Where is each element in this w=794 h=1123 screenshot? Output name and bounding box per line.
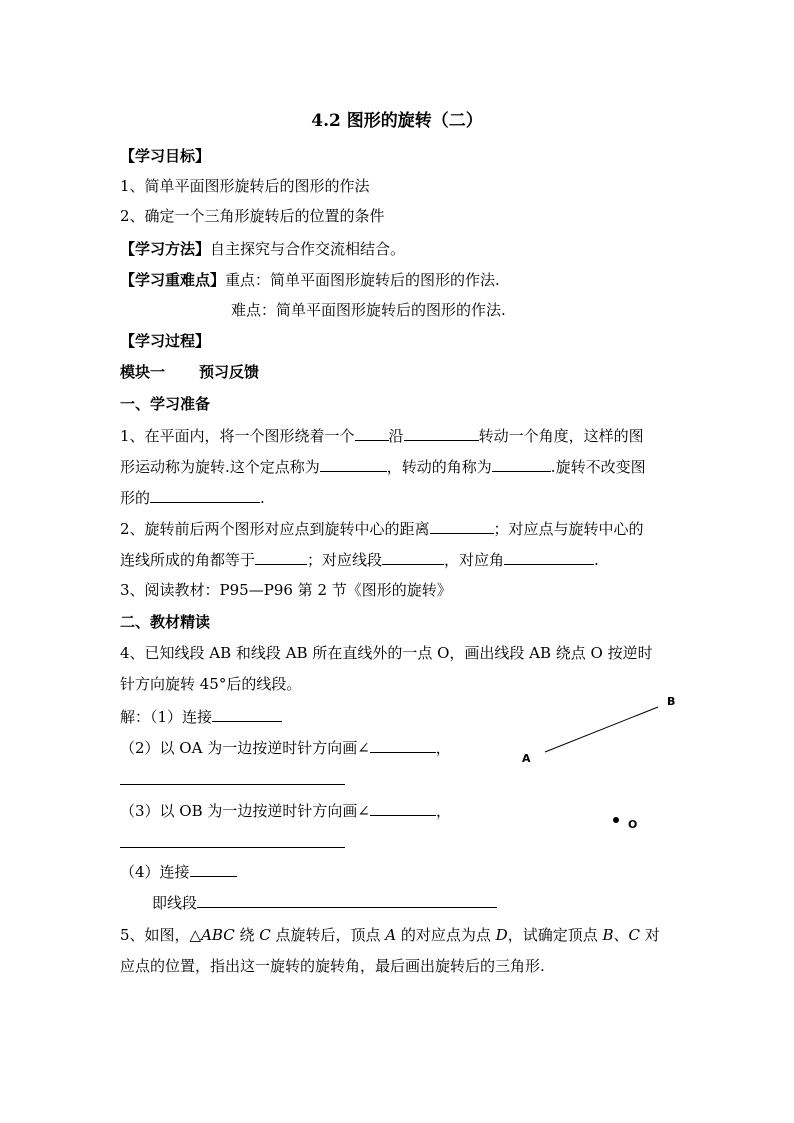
section1-heading: 一、学习准备 bbox=[120, 395, 211, 413]
q5-point-c2: C bbox=[628, 926, 641, 944]
q1-text-3a: 形的 bbox=[120, 489, 151, 507]
blank-rotation-center[interactable] bbox=[320, 456, 387, 472]
page-title: 4.2 图形的旋转（二） bbox=[311, 111, 483, 131]
q5-triangle-abc: △ABC bbox=[189, 926, 235, 944]
q4-step-2-text: （2）以 OA 为一边按逆时针方向画∠ bbox=[120, 739, 370, 757]
q1-text-1b: 沿 bbox=[388, 427, 404, 445]
q1-text-2a: 形运动称为旋转.这个定点称为 bbox=[120, 458, 320, 476]
section2-heading: 二、教材精读 bbox=[120, 613, 211, 631]
q5-point-c: C bbox=[259, 926, 271, 944]
segment-ab bbox=[545, 707, 658, 752]
q5-text-7: 对 bbox=[640, 926, 660, 944]
goal-item-2: 2、确定一个三角形旋转后的位置的条件 bbox=[120, 207, 385, 225]
q5-text-4: 的对应点为点 bbox=[396, 926, 496, 944]
blank-connect-4[interactable] bbox=[190, 861, 237, 877]
blank-corresponding-angle[interactable] bbox=[504, 549, 594, 565]
method-text: 自主探究与合作交流相结合。 bbox=[210, 240, 406, 258]
q2-text-2a: 连线所成的角都等于 bbox=[120, 551, 256, 569]
q5-text-5: ，试确定顶点 bbox=[507, 926, 603, 944]
keypoint-key: 重点：简单平面图形旋转后的图形的作法. bbox=[225, 271, 500, 289]
q3-line: 3、阅读教材：P95—P96 第 2 节《图形的旋转》 bbox=[120, 581, 452, 599]
goal-item-1: 1、简单平面图形旋转后的图形的作法 bbox=[120, 177, 370, 195]
method-heading: 【学习方法】 bbox=[120, 240, 211, 258]
q4-step-4 bbox=[120, 861, 680, 882]
q1-text-2c: .旋转不改变图 bbox=[550, 458, 646, 476]
blank-angle[interactable] bbox=[255, 549, 307, 565]
q2-text-1a: 2、旋转前后两个图形对应点到旋转中心的距离 bbox=[120, 520, 430, 538]
q5-point-d: D bbox=[495, 926, 508, 944]
point-o-label: O bbox=[628, 818, 638, 831]
blank-result-segment[interactable] bbox=[197, 892, 497, 908]
keypoints-heading: 【学习重难点】 bbox=[120, 271, 226, 289]
q4-step-5 bbox=[152, 892, 712, 913]
q5-line-1 bbox=[120, 925, 680, 945]
blank-distance[interactable] bbox=[430, 518, 494, 534]
q1-text-3b: . bbox=[260, 489, 265, 507]
q5-point-a: A bbox=[385, 926, 397, 944]
q4-step-4-text: （4）连接 bbox=[120, 863, 190, 881]
point-a-label: A bbox=[522, 752, 531, 765]
q5-text-6: 、 bbox=[613, 926, 629, 944]
segment-ab-figure bbox=[500, 690, 690, 840]
blank-center-point[interactable] bbox=[355, 425, 389, 441]
point-b-label: B bbox=[667, 695, 676, 708]
blank-segment[interactable] bbox=[382, 549, 444, 565]
q1-line-2 bbox=[120, 456, 680, 477]
point-o bbox=[613, 817, 619, 823]
blank-invariant[interactable] bbox=[150, 487, 260, 503]
blank-angle-ob[interactable] bbox=[370, 800, 436, 816]
keypoints-line bbox=[120, 270, 680, 290]
q1-text-1a: 1、在平面内，将一个图形绕着一个 bbox=[120, 427, 355, 445]
blank-rotation-angle[interactable] bbox=[492, 456, 551, 472]
q2-text-2c: ，对应角 bbox=[444, 551, 505, 569]
q5-text-2: 绕 bbox=[234, 926, 260, 944]
q1-text-2b: ，转动的角称为 bbox=[386, 458, 492, 476]
q5-line-2: 应点的位置，指出这一旋转的旋转角，最后画出旋转后的三角形. bbox=[120, 957, 545, 975]
q4-step-5-text: 即线段 bbox=[152, 894, 198, 912]
q1-line-1 bbox=[120, 425, 680, 446]
q2-text-2b: ；对应线段 bbox=[307, 551, 383, 569]
module-line bbox=[120, 362, 680, 382]
q4-step-2-comma: ， bbox=[435, 739, 451, 757]
keypoint-difficult: 难点：简单平面图形旋转后的图形的作法. bbox=[231, 301, 506, 319]
blank-direction[interactable] bbox=[404, 425, 479, 441]
q4-step-1-text: 解：（1）连接 bbox=[120, 708, 213, 726]
answer-rule-2[interactable] bbox=[120, 784, 345, 785]
q5-text-1: 5、如图， bbox=[120, 926, 190, 944]
q4-step-3-text: （3）以 OB 为一边按逆时针方向画∠ bbox=[120, 802, 370, 820]
q4-line-2: 针方向旋转 45°后的线段。 bbox=[120, 675, 302, 693]
q1-line-3 bbox=[120, 487, 680, 508]
q2-text-1b: ；对应点与旋转中心的 bbox=[493, 520, 644, 538]
q4-step-3-comma: ， bbox=[435, 802, 451, 820]
q1-text-1c: 转动一个角度，这样的图 bbox=[478, 427, 644, 445]
q2-line-2 bbox=[120, 549, 680, 570]
module-label: 模块一 bbox=[120, 363, 166, 381]
q2-line-1 bbox=[120, 518, 680, 539]
process-heading: 【学习过程】 bbox=[120, 332, 211, 350]
module-title: 预习反馈 bbox=[199, 363, 260, 381]
q5-text-3: 点旋转后，顶点 bbox=[270, 926, 386, 944]
q2-text-2d: . bbox=[594, 551, 599, 569]
blank-connect-1[interactable] bbox=[212, 706, 282, 722]
q5-point-b: B bbox=[602, 926, 614, 944]
q4-line-1: 4、已知线段 AB 和线段 AB 所在直线外的一点 O，画出线段 AB 绕点 O 按逆时 bbox=[120, 644, 653, 662]
answer-rule-3[interactable] bbox=[120, 847, 345, 848]
goals-heading: 【学习目标】 bbox=[120, 147, 211, 165]
blank-angle-oa[interactable] bbox=[370, 737, 436, 753]
method-line bbox=[120, 239, 680, 259]
